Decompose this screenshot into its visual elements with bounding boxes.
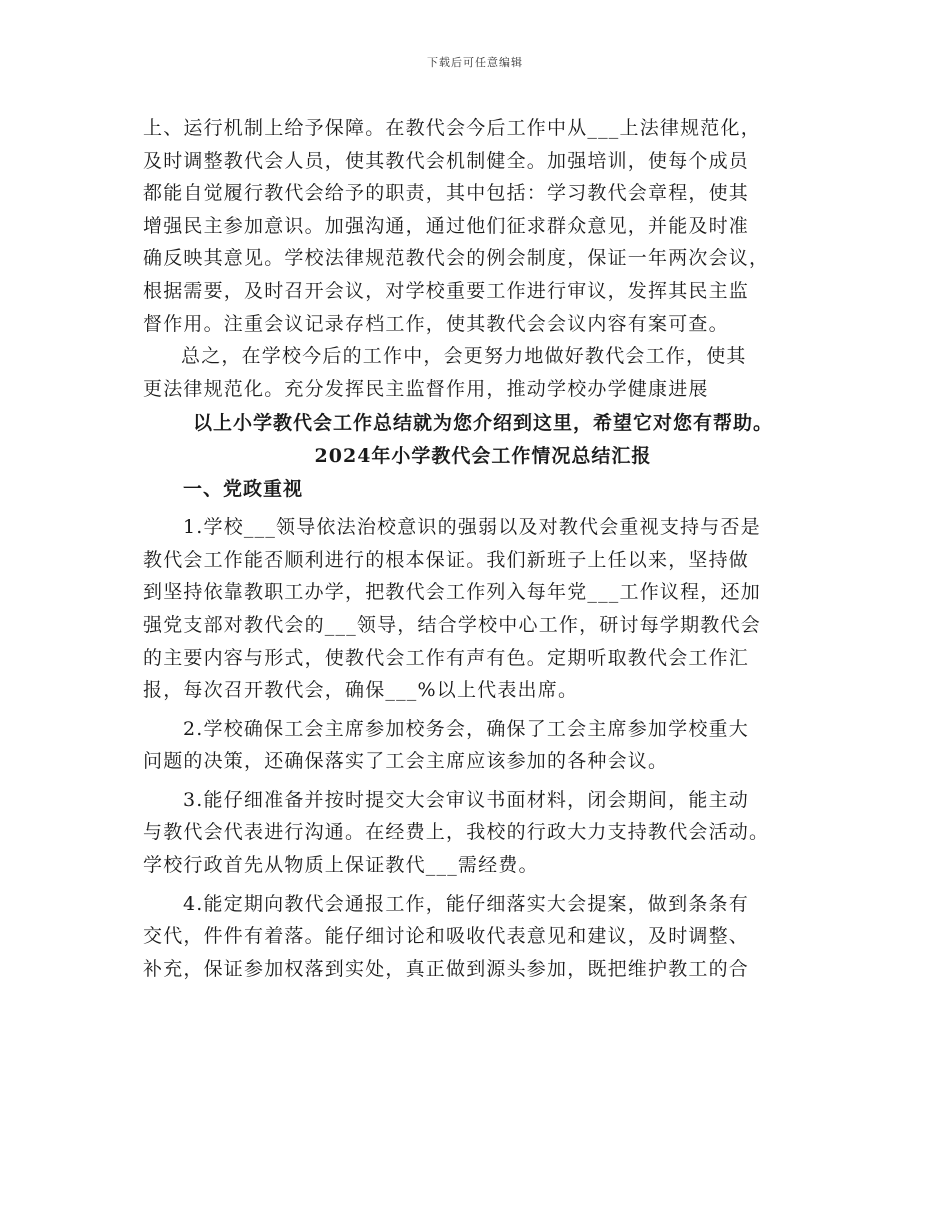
item-2 [143,713,823,778]
text-line: 总之，在学校今后的工作中，会更努力地做好教代会工作，使其 [181,345,747,368]
closing-statement: 以上小学教代会工作总结就为您介绍到这里，希望它对您有帮助。 [192,412,773,435]
text-line: 交代，件件有着落。能仔细讨论和吸收代表意见和建议，及时调整、 [143,925,750,948]
text-line: 督作用。注重会议记录存档工作，使其教代会会议内容有案可查。 [143,312,729,335]
item-1 [143,511,823,707]
document-title: 2024年小学教代会工作情况总结汇报 [314,444,652,467]
text-line: 1.学校___领导依法治校意识的强弱以及对教代会重视支持与否是 [183,516,761,539]
text-line: 问题的决策，还确保落实了工会主席应该参加的各种会议。 [143,750,669,773]
text-line: 教代会工作能否顺利进行的根本保证。我们新班子上任以来，坚持做 [143,548,750,571]
text-line: 与教代会代表进行沟通。在经费上，我校的行政大力支持教代会活动。 [143,821,770,844]
text-line: 的主要内容与形式，使教代会工作有声有色。定期听取教代会工作汇 [143,646,750,669]
item-4 [143,888,823,986]
text-line: 都能自觉履行教代会给予的职责，其中包括：学习教代会章程，使其 [143,182,750,205]
text-line: 学校行政首先从物质上保证教代___需经费。 [143,854,539,877]
text-line: 强党支部对教代会的___领导，结合学校中心工作，研讨每学期教代会 [143,613,761,636]
text-line: 确反映其意见。学校法律规范教代会的例会制度，保证一年两次会议， [143,247,770,270]
text-line: 3.能仔细准备并按时提交大会审议书面材料，闭会期间，能主动 [183,788,749,811]
text-line: 更法律规范化。充分发挥民主监督作用，推动学校办学健康进展 [143,377,709,400]
paragraph-continuation [143,112,823,340]
document-body [143,112,823,985]
text-line: 补充，保证参加权落到实处，真正做到源头参加，既把维护教工的合 [143,957,750,980]
page-header-note: 下载后可任意编辑 [427,56,523,69]
paragraph-summary [143,340,823,405]
section-heading: 一、党政重视 [183,477,304,500]
text-line: 及时调整教代会人员，使其教代会机制健全。加强培训，使每个成员 [143,149,750,172]
item-3 [143,784,823,882]
text-line: 报，每次召开教代会，确保___%以上代表出席。 [143,679,579,702]
text-line: 到坚持依靠教职工办学，把教代会工作列入每年党___工作议程，还加 [143,581,761,604]
text-line: 2.学校确保工会主席参加校务会，确保了工会主席参加学校重大 [183,717,749,740]
text-line: 上、运行机制上给予保障。在教代会今后工作中从___上法律规范化， [143,117,761,139]
text-line: 增强民主参加意识。加强沟通，通过他们征求群众意见，并能及时准 [143,214,750,237]
text-line: 4.能定期向教代会通报工作，能仔细落实大会提案，做到条条有 [183,892,749,915]
text-line: 根据需要，及时召开会议，对学校重要工作进行审议，发挥其民主监 [143,279,750,302]
